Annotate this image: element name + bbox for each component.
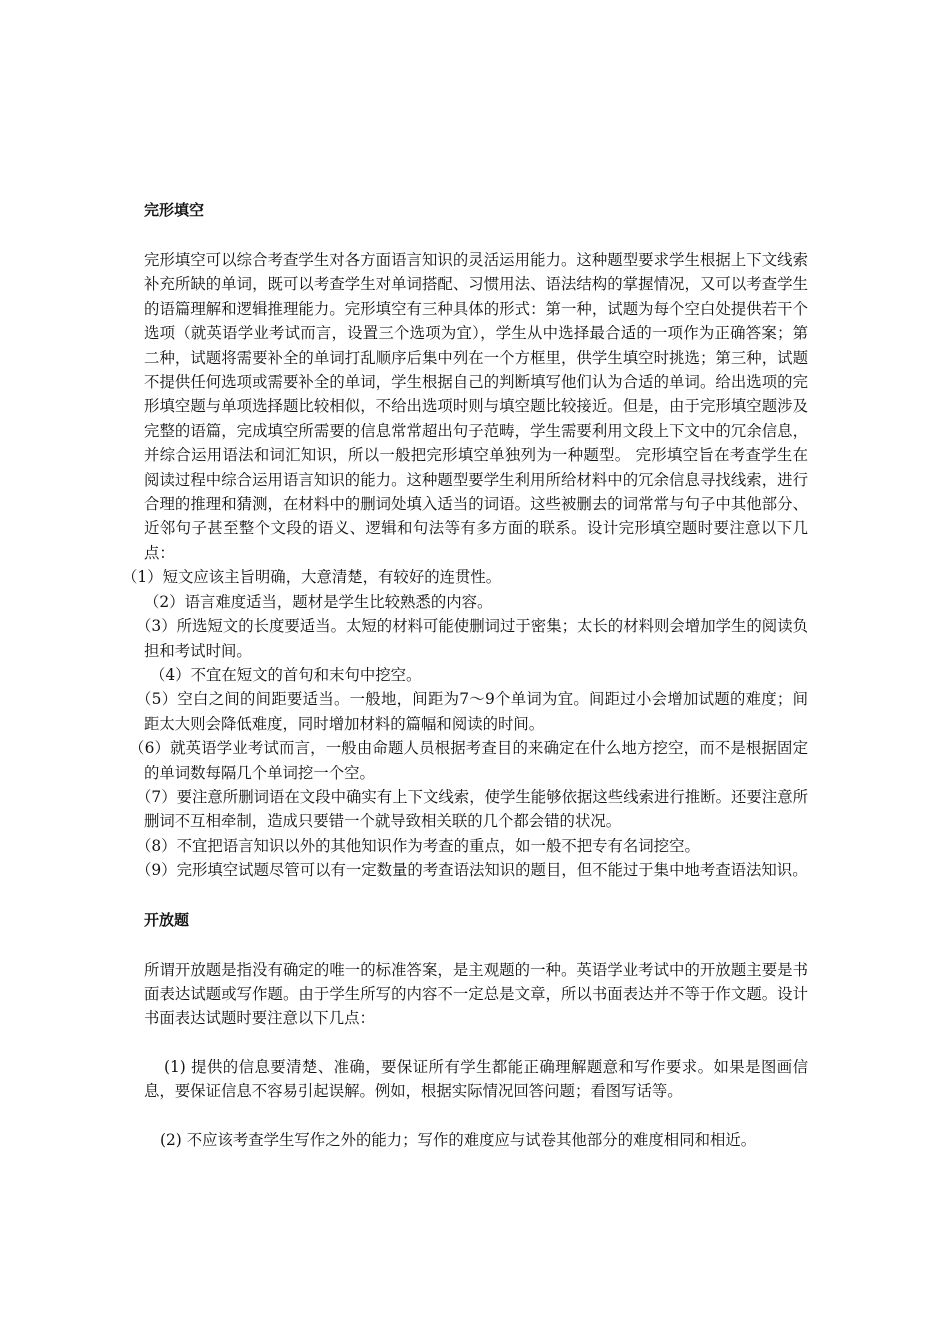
cloze-point-4: （4）不宜在短文的首句和末句中挖空。 <box>150 665 422 684</box>
cloze-point-1: （1）短文应该主旨明确，大意清楚，有较好的连贯性。 <box>122 568 502 587</box>
open-point-1: (1) 提供的信息要清楚、准确，要保证所有学生都能正确理解题意和写作要求。如果是图画信息，要保证信息不容易引起误解。例如，根据实际情况回答问题；看图写话等。 <box>144 1057 808 1101</box>
cloze-intro-paragraph: 完形填空可以综合考查学生对各方面语言知识的灵活运用能力。这种题型要求学生根据上下文线索补充所缺的单词，既可以考查学生对单词搭配、习惯用法、语法结构的掌握情况，又可以考查学生的语篇理解和逻辑推理能力。完形填空有三种具体的形式：第一种，试题为每个空白处提供若干个选项（就英语学业考试而言，设置三个选项为宜），学生从中选择最合适的一项作为正确答案；第二种，试题将需要补全的单词打乱顺序后集中列在一个方框里，供学生填空时挑选；第三种，试题不提供任何选项或需要补全的单词，学生根据自己的判断填写他们认为合适的单词。给出选项的完形填空题与单项选择题比较相似，不给出选项时则与填空题比较接近。但是，由于完形填空题涉及完整的语篇，完成填空所需要的信息常常超出句子范畴，学生需要利用文段上下文中的冗余信息，并综合运用语法和词汇知识，所以一般把完形填空单独列为一种题型。 完形填空旨在考查学生在阅读过程中综合运用语言知识的能力。这种题型要学生利用所给材料中的冗余信息寻找线索，进行合理的推理和猜测，在材料中的删词处填入适当的词语。这些被删去的词常常与句子中其他部分、近邻句子甚至整个文段的语义、逻辑和句法等有多方面的联系。设计完形填空题时要注意以下几点： <box>144 251 808 562</box>
cloze-point-8: （8）不宜把语言知识以外的其他知识作为考查的重点，如一般不把专有名词挖空。 <box>136 836 700 855</box>
cloze-point-7: （7）要注意所删词语在文段中确实有上下文线索，使学生能够依据这些线索进行推断。还要注意所删词不互相牵制，造成只要错一个就导致相关联的几个都会错的状况。 <box>136 787 808 831</box>
open-intro-paragraph: 所谓开放题是指没有确定的唯一的标准答案，是主观题的一种。英语学业考试中的开放题主要是书面表达试题或写作题。由于学生所写的内容不一定总是文章，所以书面表达并不等于作文题。设计书面表达试题时要注意以下几点： <box>144 960 808 1028</box>
cloze-point-9: （9）完形填空试题尽管可以有一定数量的考查语法知识的题目，但不能过于集中地考查语法知识。 <box>136 861 808 880</box>
cloze-point-2: （2）语言难度适当，题材是学生比较熟悉的内容。 <box>144 592 493 611</box>
document-page <box>122 198 808 1152</box>
cloze-point-6: （6）就英语学业考试而言，一般由命题人员根据考查目的来确定在什么地方挖空，而不是根据固定的单词数每隔几个单词挖一个空。 <box>129 739 808 782</box>
section-title-open: 开放题 <box>144 910 190 929</box>
open-point-2: (2) 不应该考查学生写作之外的能力；写作的难度应与试卷其他部分的难度相同和相近。 <box>160 1130 757 1149</box>
cloze-point-3: （3）所选短文的长度要适当。太短的材料可能使删词过于密集；太长的材料则会增加学生的阅读负担和考试时间。 <box>136 617 808 660</box>
section-title-cloze: 完形填空 <box>144 201 205 219</box>
cloze-point-5: （5）空白之间的间距要适当。一般地，间距为7～9个单词为宜。间距过小会增加试题的难度；间距太大则会降低难度，同时增加材料的篇幅和阅读的时间。 <box>136 690 808 733</box>
